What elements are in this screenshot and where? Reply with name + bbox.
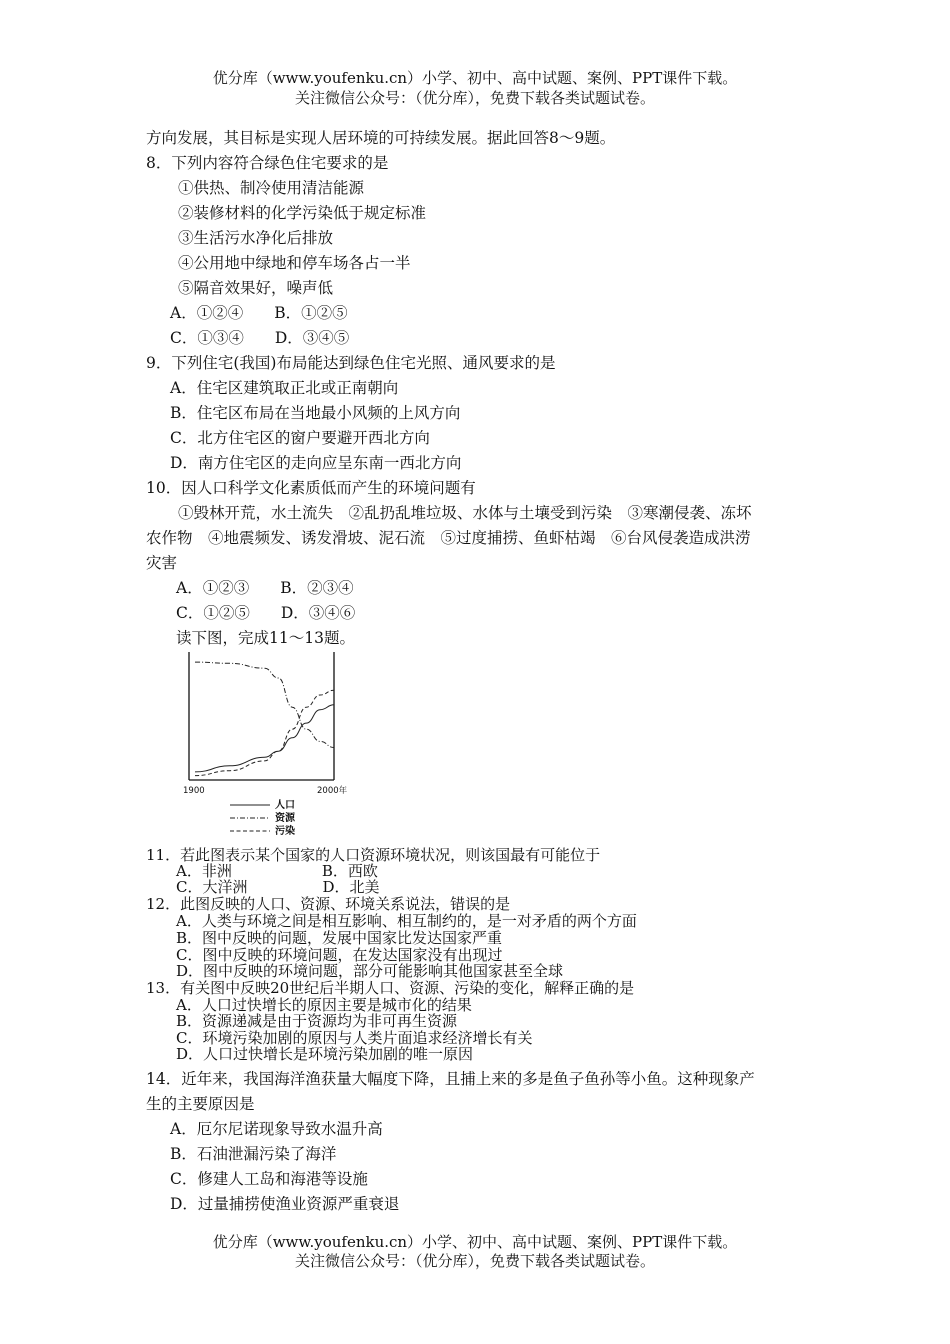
- series-line-1: [195, 705, 334, 772]
- q8-stem: 8．下列内容符合绿色住宅要求的是: [146, 154, 389, 172]
- q13-option: B．资源递减是由于资源均为非可再生资源: [176, 1012, 458, 1030]
- q10-options-ab: A．①②③ B．②③④: [176, 579, 354, 597]
- q14-option: C．修建人工岛和海港等设施: [170, 1170, 368, 1188]
- read-prompt: 读下图，完成11～13题。: [176, 629, 355, 647]
- q11-options-cd: C．大洋洲 D．北美: [176, 878, 380, 896]
- q12-option: D．图中反映的环境问题，部分可能影响其他国家甚至全球: [176, 962, 564, 980]
- legend-label-2: 资源: [275, 813, 295, 824]
- q14-option: D．过量捕捞使渔业资源严重衰退: [170, 1195, 400, 1213]
- q8-options-cd: C．①③④ D．③④⑤: [170, 329, 350, 347]
- q12-option: A．人类与环境之间是相互影响、相互制约的，是一对矛盾的两个方面: [176, 912, 637, 930]
- population-resource-pollution-chart: [178, 648, 358, 837]
- q13-option: D．人口过快增长是环境污染加剧的唯一原因: [176, 1045, 474, 1063]
- header-line-1: 优分库（www.youfenku.cn）小学、初中、高中试题、案例、PPT课件下载。: [212, 69, 738, 87]
- footer-line-2: 关注微信公众号：（优分库），免费下载各类试题试卷。: [294, 1252, 655, 1270]
- q9-option: B．住宅区布局在当地最小风频的上风方向: [170, 404, 461, 422]
- q9-option: C．北方住宅区的窗户要避开西北方向: [170, 429, 430, 447]
- intro-text: 方向发展，其目标是实现人居环境的可持续发展。据此回答8～9题。: [146, 129, 616, 147]
- legend-label-1: 人口: [275, 800, 295, 811]
- x-end-label: 2000年: [317, 786, 348, 796]
- q10-body-line: 农作物 ④地震频发、诱发滑坡、泥石流 ⑤过度捕捞、鱼虾枯竭 ⑥台风侵袭造成洪涝: [146, 529, 751, 547]
- q14-option: A．厄尔尼诺现象导致水温升高: [170, 1120, 383, 1138]
- q8-item: ⑤隔音效果好，噪声低: [178, 279, 334, 297]
- q13-stem: 13．有关图中反映20世纪后半期人口、资源、污染的变化，解释正确的是: [146, 979, 635, 997]
- q12-option: C．图中反映的环境问题，在发达国家没有出现过: [176, 946, 503, 964]
- footer-line-1: 优分库（www.youfenku.cn）小学、初中、高中试题、案例、PPT课件下载。: [212, 1233, 738, 1251]
- q9-stem: 9．下列住宅(我国)布局能达到绿色住宅光照、通风要求的是: [146, 354, 556, 372]
- series-line-3: [195, 690, 334, 775]
- q8-item: ①供热、制冷使用清洁能源: [178, 179, 365, 197]
- q14-option: B．石油泄漏污染了海洋: [170, 1145, 337, 1163]
- q9-option: D．南方住宅区的走向应呈东南一西北方向: [170, 454, 462, 472]
- q10-body-line: ①毁林开荒，水土流失 ②乱扔乱堆垃圾、水体与土壤受到污染 ③寒潮侵袭、冻坏: [178, 504, 752, 522]
- q13-option: C．环境污染加剧的原因与人类片面追求经济增长有关: [176, 1029, 533, 1047]
- series-line-2: [195, 662, 334, 747]
- q10-body-line: 灾害: [146, 554, 178, 572]
- q8-item: ④公用地中绿地和停车场各占一半: [178, 254, 411, 272]
- q9-option: A．住宅区建筑取正北或正南朝向: [170, 379, 399, 397]
- q12-stem: 12．此图反映的人口、资源、环境关系说法，错误的是: [146, 895, 511, 913]
- q8-item: ③生活污水净化后排放: [178, 229, 334, 247]
- q8-item: ②装修材料的化学污染低于规定标准: [178, 204, 427, 222]
- q8-options-ab: A．①②④ B．①②⑤: [170, 304, 348, 322]
- q10-stem: 10．因人口科学文化素质低而产生的环境问题有: [146, 479, 476, 497]
- q12-option: B．图中反映的问题，发展中国家比发达国家严重: [176, 929, 503, 947]
- q13-option: A．人口过快增长的原因主要是城市化的结果: [176, 996, 472, 1014]
- header-line-2: 关注微信公众号：（优分库），免费下载各类试题试卷。: [294, 89, 655, 107]
- q14-stem-line: 14．近年来，我国海洋渔获量大幅度下降，且捕上来的多是鱼子鱼孙等小鱼。这种现象产: [146, 1070, 755, 1088]
- q14-stem-line: 生的主要原因是: [146, 1095, 255, 1113]
- q10-options-cd: C．①②⑤ D．③④⑥: [176, 604, 356, 622]
- q11-options-ab: A．非洲 B．西欧: [176, 862, 378, 880]
- legend-label-3: 污染: [275, 826, 295, 837]
- x-start-label: 1900: [183, 786, 205, 796]
- q11-stem: 11．若此图表示某个国家的人口资源环境状况，则该国最有可能位于: [146, 846, 601, 864]
